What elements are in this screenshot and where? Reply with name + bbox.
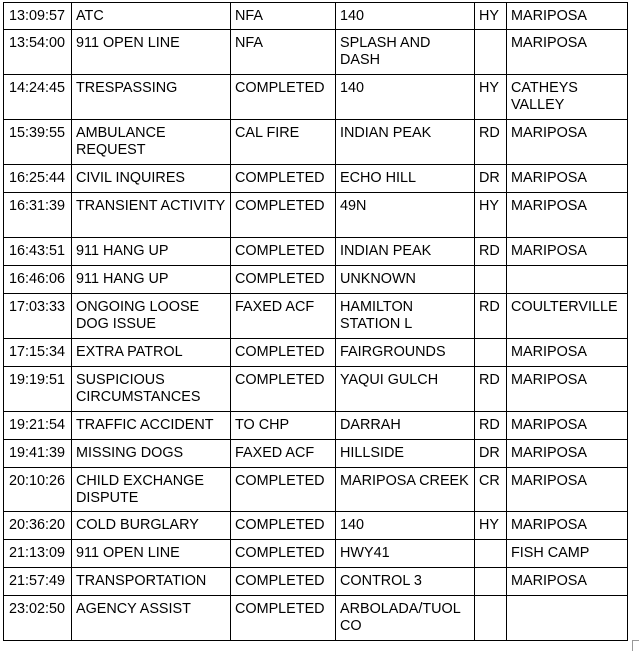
disposition-cell: FAXED ACF bbox=[231, 294, 336, 339]
table-row bbox=[4, 266, 628, 294]
street-suffix-cell bbox=[475, 266, 507, 294]
call-time-cell: 16:31:39 bbox=[4, 193, 72, 238]
call-type-cell: TRAFFIC ACCIDENT bbox=[72, 412, 231, 440]
call-time-cell: 16:25:44 bbox=[4, 165, 72, 193]
disposition-cell: NFA bbox=[231, 30, 336, 75]
city-cell: FISH CAMP bbox=[507, 540, 628, 568]
table-row bbox=[4, 596, 628, 641]
city-cell: MARIPOSA bbox=[507, 238, 628, 266]
table-row bbox=[4, 75, 628, 120]
table-row bbox=[4, 367, 628, 412]
disposition-cell: COMPLETED bbox=[231, 238, 336, 266]
city-cell: MARIPOSA bbox=[507, 193, 628, 238]
street-cell: INDIAN PEAK bbox=[336, 120, 475, 165]
page-edge-mark bbox=[632, 640, 639, 651]
call-type-cell: 911 HANG UP bbox=[72, 238, 231, 266]
call-type-cell: EXTRA PATROL bbox=[72, 339, 231, 367]
call-type-cell: 911 OPEN LINE bbox=[72, 30, 231, 75]
street-cell: DARRAH bbox=[336, 412, 475, 440]
call-type-cell: TRESPASSING bbox=[72, 75, 231, 120]
call-type-cell: AGENCY ASSIST bbox=[72, 596, 231, 641]
call-type-cell: TRANSPORTATION bbox=[72, 568, 231, 596]
street-suffix-cell bbox=[475, 339, 507, 367]
call-time-cell: 19:21:54 bbox=[4, 412, 72, 440]
disposition-cell: COMPLETED bbox=[231, 367, 336, 412]
city-cell: MARIPOSA bbox=[507, 165, 628, 193]
city-cell: CATHEYS VALLEY bbox=[507, 75, 628, 120]
city-cell: MARIPOSA bbox=[507, 339, 628, 367]
call-type-cell: CHILD EXCHANGE DISPUTE bbox=[72, 468, 231, 512]
call-log-table bbox=[3, 2, 628, 641]
street-cell: 140 bbox=[336, 512, 475, 540]
street-suffix-cell: CR bbox=[475, 468, 507, 512]
city-cell: MARIPOSA bbox=[507, 367, 628, 412]
call-time-cell: 23:02:50 bbox=[4, 596, 72, 641]
disposition-cell: CAL FIRE bbox=[231, 120, 336, 165]
call-type-cell: COLD BURGLARY bbox=[72, 512, 231, 540]
table-row bbox=[4, 30, 628, 75]
table-row bbox=[4, 294, 628, 339]
table-row bbox=[4, 412, 628, 440]
call-time-cell: 13:54:00 bbox=[4, 30, 72, 75]
call-type-cell: AMBULANCE REQUEST bbox=[72, 120, 231, 165]
disposition-cell: COMPLETED bbox=[231, 75, 336, 120]
call-type-cell: ATC bbox=[72, 3, 231, 30]
call-type-cell: CIVIL INQUIRES bbox=[72, 165, 231, 193]
street-cell: UNKNOWN bbox=[336, 266, 475, 294]
street-suffix-cell bbox=[475, 596, 507, 641]
city-cell: MARIPOSA bbox=[507, 440, 628, 468]
street-cell: CONTROL 3 bbox=[336, 568, 475, 596]
call-type-cell: TRANSIENT ACTIVITY bbox=[72, 193, 231, 238]
table-row bbox=[4, 193, 628, 238]
street-cell: YAQUI GULCH bbox=[336, 367, 475, 412]
disposition-cell: COMPLETED bbox=[231, 339, 336, 367]
street-cell: INDIAN PEAK bbox=[336, 238, 475, 266]
call-type-cell: 911 OPEN LINE bbox=[72, 540, 231, 568]
disposition-cell: FAXED ACF bbox=[231, 440, 336, 468]
street-suffix-cell: HY bbox=[475, 193, 507, 238]
disposition-cell: NFA bbox=[231, 3, 336, 30]
call-time-cell: 21:57:49 bbox=[4, 568, 72, 596]
disposition-cell: COMPLETED bbox=[231, 540, 336, 568]
call-time-cell: 14:24:45 bbox=[4, 75, 72, 120]
disposition-cell: COMPLETED bbox=[231, 512, 336, 540]
street-suffix-cell bbox=[475, 30, 507, 75]
table-row bbox=[4, 568, 628, 596]
street-cell: ARBOLADA/TUOL CO bbox=[336, 596, 475, 641]
city-cell: MARIPOSA bbox=[507, 568, 628, 596]
call-time-cell: 13:09:57 bbox=[4, 3, 72, 30]
street-suffix-cell: HY bbox=[475, 512, 507, 540]
table-row bbox=[4, 3, 628, 30]
city-cell: COULTERVILLE bbox=[507, 294, 628, 339]
call-type-cell: ONGOING LOOSE DOG ISSUE bbox=[72, 294, 231, 339]
street-cell: HAMILTON STATION L bbox=[336, 294, 475, 339]
table-row bbox=[4, 339, 628, 367]
call-time-cell: 20:36:20 bbox=[4, 512, 72, 540]
table-row bbox=[4, 120, 628, 165]
street-cell: HILLSIDE bbox=[336, 440, 475, 468]
city-cell bbox=[507, 266, 628, 294]
call-type-cell: 911 HANG UP bbox=[72, 266, 231, 294]
call-time-cell: 16:46:06 bbox=[4, 266, 72, 294]
street-suffix-cell: DR bbox=[475, 440, 507, 468]
city-cell: MARIPOSA bbox=[507, 30, 628, 75]
street-suffix-cell: RD bbox=[475, 367, 507, 412]
city-cell: MARIPOSA bbox=[507, 412, 628, 440]
city-cell: MARIPOSA bbox=[507, 120, 628, 165]
street-suffix-cell: HY bbox=[475, 75, 507, 120]
table-row bbox=[4, 165, 628, 193]
street-cell: FAIRGROUNDS bbox=[336, 339, 475, 367]
disposition-cell: COMPLETED bbox=[231, 596, 336, 641]
table-row bbox=[4, 540, 628, 568]
street-cell: HWY41 bbox=[336, 540, 475, 568]
table-row bbox=[4, 468, 628, 512]
table-row bbox=[4, 440, 628, 468]
street-cell: ECHO HILL bbox=[336, 165, 475, 193]
street-suffix-cell bbox=[475, 540, 507, 568]
call-time-cell: 16:43:51 bbox=[4, 238, 72, 266]
disposition-cell: TO CHP bbox=[231, 412, 336, 440]
street-cell: MARIPOSA CREEK bbox=[336, 468, 475, 512]
disposition-cell: COMPLETED bbox=[231, 266, 336, 294]
table-row bbox=[4, 512, 628, 540]
call-time-cell: 19:19:51 bbox=[4, 367, 72, 412]
street-suffix-cell: DR bbox=[475, 165, 507, 193]
city-cell: MARIPOSA bbox=[507, 3, 628, 30]
street-suffix-cell bbox=[475, 568, 507, 596]
street-cell: 140 bbox=[336, 75, 475, 120]
street-cell: SPLASH AND DASH bbox=[336, 30, 475, 75]
call-time-cell: 20:10:26 bbox=[4, 468, 72, 512]
street-suffix-cell: RD bbox=[475, 238, 507, 266]
disposition-cell: COMPLETED bbox=[231, 193, 336, 238]
disposition-cell: COMPLETED bbox=[231, 165, 336, 193]
street-suffix-cell: HY bbox=[475, 3, 507, 30]
disposition-cell: COMPLETED bbox=[231, 568, 336, 596]
call-log-body bbox=[4, 3, 628, 641]
city-cell bbox=[507, 596, 628, 641]
street-suffix-cell: RD bbox=[475, 412, 507, 440]
table-row bbox=[4, 238, 628, 266]
call-time-cell: 17:15:34 bbox=[4, 339, 72, 367]
city-cell: MARIPOSA bbox=[507, 512, 628, 540]
disposition-cell: COMPLETED bbox=[231, 468, 336, 512]
call-type-cell: MISSING DOGS bbox=[72, 440, 231, 468]
call-time-cell: 15:39:55 bbox=[4, 120, 72, 165]
street-cell: 140 bbox=[336, 3, 475, 30]
call-time-cell: 21:13:09 bbox=[4, 540, 72, 568]
street-suffix-cell: RD bbox=[475, 120, 507, 165]
city-cell: MARIPOSA bbox=[507, 468, 628, 512]
call-type-cell: SUSPICIOUS CIRCUMSTANCES bbox=[72, 367, 231, 412]
call-time-cell: 19:41:39 bbox=[4, 440, 72, 468]
street-cell: 49N bbox=[336, 193, 475, 238]
call-time-cell: 17:03:33 bbox=[4, 294, 72, 339]
street-suffix-cell: RD bbox=[475, 294, 507, 339]
